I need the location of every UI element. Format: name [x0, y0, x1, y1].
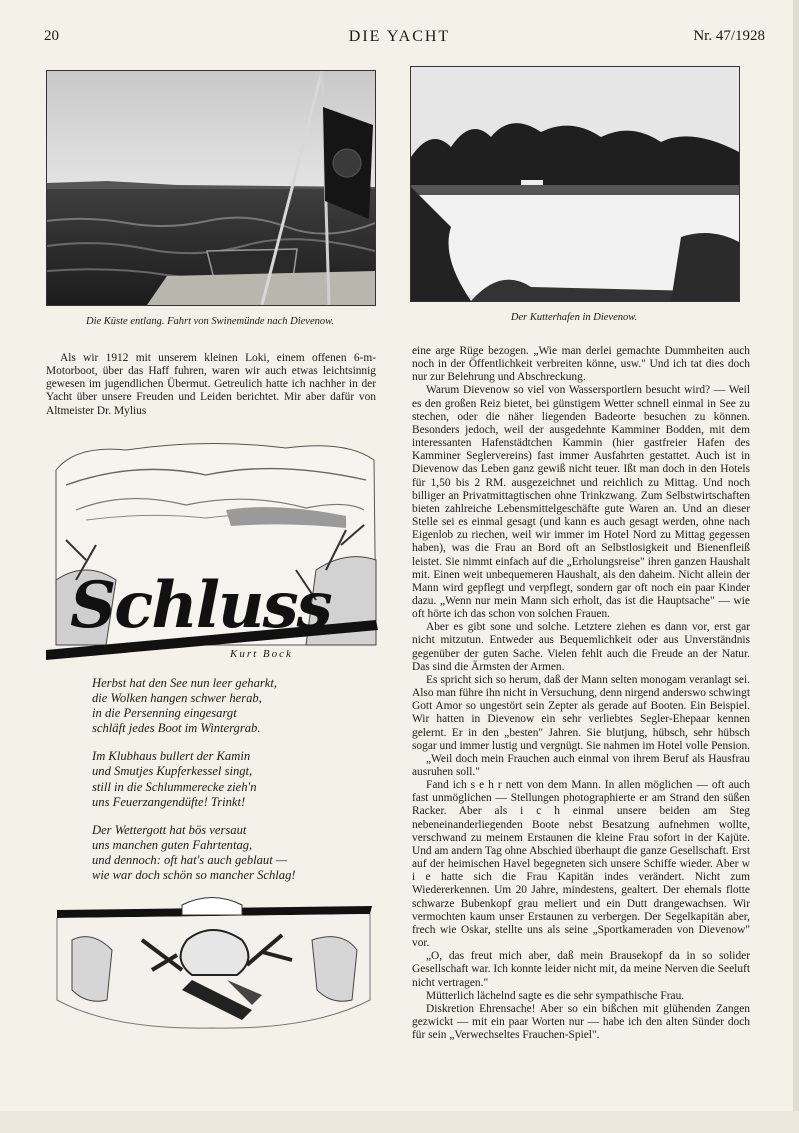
page-edge — [793, 0, 799, 1133]
issue-number: Nr. 47/1928 — [693, 28, 765, 44]
paragraph: „Weil doch mein Frauchen auch einmal von ihrem Beruf als Hausfrau ausruhen soll." — [412, 752, 750, 778]
coast-photo — [46, 70, 376, 306]
page-number: 20 — [44, 28, 59, 44]
right-photo-caption: Der Kutterhafen in Dievenow. — [510, 312, 638, 323]
page-bottom-edge — [0, 1111, 799, 1133]
poem-line: Im Klubhaus bullert der Kamin — [92, 749, 251, 764]
paragraph: Mütterlich lächelnd sagte es die sehr sympathische Frau. — [426, 989, 685, 1002]
poem-stanza — [92, 676, 372, 736]
right-article-text — [412, 345, 750, 1042]
poem-line: und dennoch: oft hat's auch geblaut — — [92, 852, 288, 867]
left-photo-caption: Die Küste entlang. Fahrt von Swinemünde nach Dievenow. — [86, 316, 334, 327]
poem-line: in die Persenning eingesargt — [92, 706, 237, 721]
paragraph: „O, das freut mich aber, daß mein Brausekopf da in so solider Gesellschaft war. Ich konnte leider nicht mit, da meine Nerven die Seeluft nicht vertragen." — [412, 950, 750, 989]
poem-line: die Wolken hangen schwer herab, — [92, 691, 262, 706]
paragraph: Diskretion Ehrensache! Aber so ein bißchen mit glühenden Zangen gezwickt — mit ein paar Worten nur — habe ich den alten Sünder doch für sein „Verwechseltes Frauchen-Spiel". — [412, 1002, 750, 1042]
illustration-title: Schluss — [70, 568, 331, 643]
poem-line: Herbst hat den See nun leer geharkt, — [92, 676, 278, 690]
poem — [92, 676, 372, 883]
paragraph: Als wir 1912 mit unserem kleinen Loki, einem offenen 6-m-Motorboot, über das Haff fuhren, waren wir auch etwas leichtsinnig gewesen im jugendlichen Übermut. Getreulich hatte ich nachher in der Yacht über unsere Freuden und Leiden berichtet. Mir aber dafür von Altmeister Dr. Mylius — [46, 352, 376, 417]
poem-stanza — [92, 749, 372, 809]
poem-line: wie war doch schön so mancher Schlag! — [92, 868, 296, 883]
paragraph: Es spricht sich so herum, daß der Mann selten monogam veranlagt sei. Also man führe ihn nicht in Versuchung, denn nirgend anderswo schwingt Gott Amor so ungestört sein Zepter als gerade auf Booten. Ein Beispiel. Wir hatten in Dievenow ein sehr verliebtes Segler-Ehepaar kennen gelernt. Er in den „besten" Jahren. Sie blutjung, hübsch, sehr hübsch sogar und immer lustig und vergnügt. Sie nahmen im Hotel volle Pension. — [412, 673, 750, 752]
kettle-illustration — [52, 880, 377, 1030]
paragraph: Fand ich s e h r nett von dem Mann. In allen möglichen — oft auch fast unmöglichen — Stellungen photographierte er am Strand den süßen Racker. Aber als i c h einmal unsere beiden am Steg nebeneinanderliegenden Boote nebst Besatzung aufnehmen wollte, verschwand zu meinem Erstaunen die kleine Frau sofort in der Kajüte. Und am andern Tag ohne Abschied überhaupt die ganze Gesellschaft. Erst auf der heimischen Havel begegneten sich unsere Schiffe wieder. Aber w i e hatte sich die Frau Kapitän indes verändert. Nicht zum Wiedererkennen. Um 20 Jahre, mindestens, gealtert. Der ehemals flotte schwarze Bubenkopf grau meliert und ein Dutt drangewachsen. Wir vermochten kaum unser Erstaunen zu verbergen. Der Segelkapitän aber, frech wie Oskar, stellte uns als seine „Sportkameraden von Dievenow" vor. — [412, 779, 750, 950]
poem-stanza — [92, 823, 372, 883]
poem-line: und Smutjes Kupferkessel singt, — [92, 764, 253, 779]
paragraph: Aber es gibt sone und solche. Letztere ziehen es dann vor, erst gar nicht mitzutun. Entweder aus Bequemlichkeit oder aus Unverständnis gegenüber der guten Sache. Vielen fehlt auch die Freude an der Natur. Das sind die Ärmsten der Armen. — [412, 621, 750, 673]
left-intro-text — [46, 352, 376, 418]
poem-line: uns Feuerzangendüfte! Trinkt! — [92, 794, 246, 809]
illustration-artist: Kurt Bock — [230, 648, 293, 660]
paragraph: Warum Dievenow so viel von Wassersportlern besucht wird? — Weil es den großen Reiz bietet, bei günstigem Wetter schnell einmal in See zu stechen, oder die näher liegenden Badeorte besuchen zu können. Besonders jedoch, weil der ausgedehnte Kamminer Bodden, mit dem interessanten Hafenstädtchen Kammin (hier gastfreier Hafen des Kamminer Seglervereins) fast immer Ausfahrten gestattet. Auch ist in Dievenow das Leben ganz gewiß nicht teuer. Ißt man doch in den Hotels für 1,50 bis 2 RM. ausgezeichnet und reichlich zu Mittag. Und noch billiger an Privatmittagtischen ohne Trinkzwang. Zum Selbstwirtschaften bieten zahlreiche Lebensmittelgeschäfte gute Waren an. Und an dieser Stelle sei es einmal gesagt (und kann es auch gesagt werden, ohne nach Eigenlob zu riechen, weil wir immer im Hotel Nord zu Mittag gegessen haben), was die Frau an Bord oft an Selbstlosigkeit und Bienenfleiß leistet. Sie nimmt einfach auf die „Erholungsreise" ihren ganzen Haushalt mit. Einen weit unbequemeren Haushalt, als den daheim. Nicht allein der Mann wird gepflegt und verpflegt, sondern gar oft noch ein paar Kinder dazu. „Wenn nur mein Mann sich erholt, das ist die Hauptsache" — wie oft hörte ich das schon von solchen Frauen. — [412, 384, 750, 621]
poem-line: still in die Schlummerecke zieh'n — [92, 779, 257, 794]
harbour-photo — [410, 66, 740, 302]
poem-line: schläft jedes Boot im Wintergrab. — [92, 721, 261, 736]
poem-line: uns manchen guten Fahrtentag, — [92, 837, 253, 852]
paragraph: eine arge Rüge bezogen. „Wie man derlei gemachte Dummheiten auch noch in der Öffentlichkeit verbreiten könne, usw." Und ich tat dies doch nur zur Belehrung und Abschreckung. — [412, 345, 750, 384]
poem-line: Der Wettergott hat bös versaut — [92, 822, 247, 837]
journal-title: DIE YACHT — [348, 28, 451, 45]
